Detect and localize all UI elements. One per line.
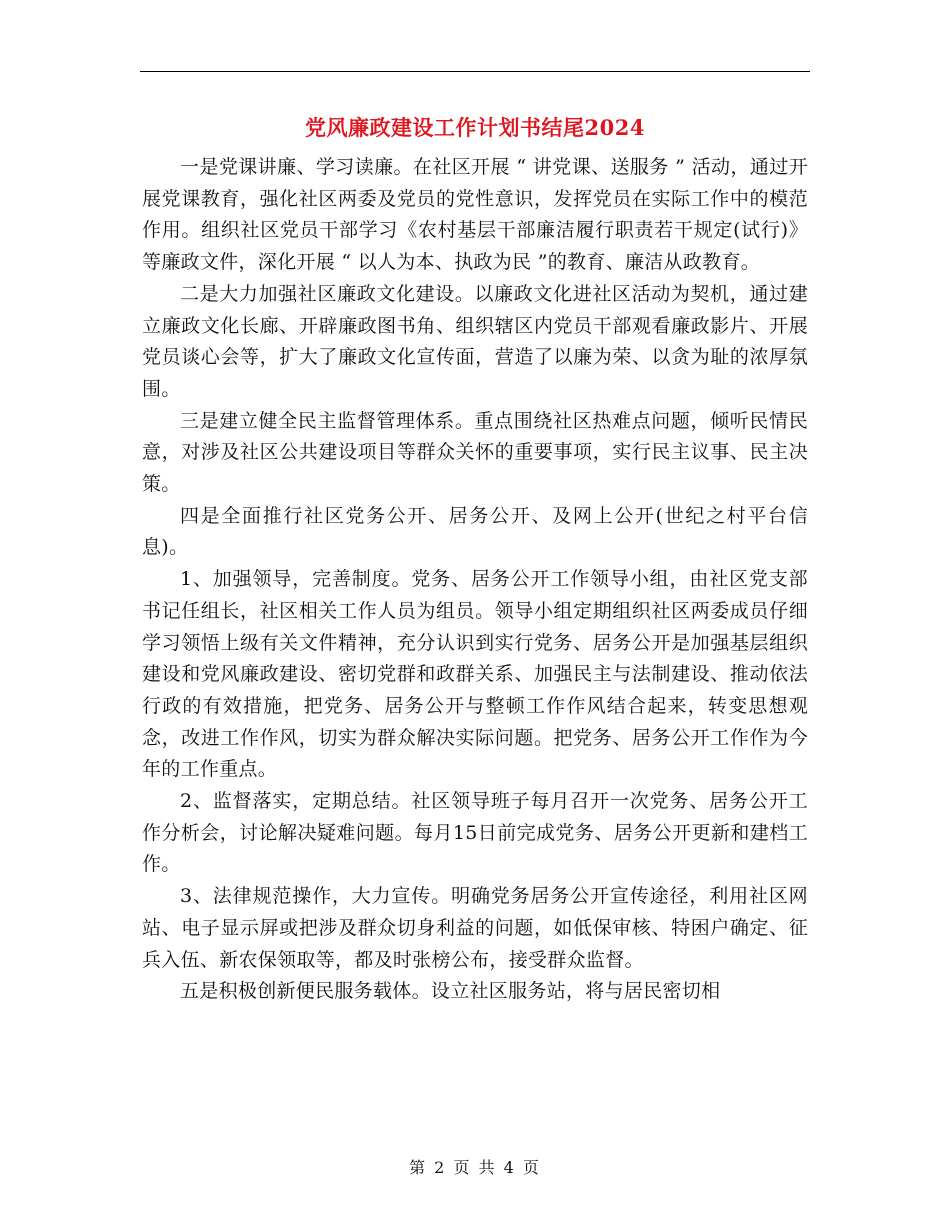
header-rule xyxy=(140,71,810,72)
paragraph-3: 三是建立健全民主监督管理体系。重点围绕社区热难点问题，倾听民情民意，对涉及社区公共建设项目等群众关怀的重要事项，实行民主议事、民主决策。 xyxy=(142,409,808,496)
paragraph-1: 一是党课讲廉、学习读廉。在社区开展 “ 讲党课、送服务 ” 活动，通过开展党课教育，强化社区两委及党员的党性意识，发挥党员在实际工作中的模范作用。组织社区党员干部学习《农村基层干部廉洁履行职责若干规定(试行)》等廉政文件，深化开展 “ 以人为本、执政为民 ”的教育、廉洁从政教育。 xyxy=(142,156,808,274)
paragraph-7: 3、法律规范操作，大力宣传。明确党务居务公开宣传途径，利用社区网站、电子显示屏或把涉及群众切身利益的问题，如低保审核、特困户确定、征兵入伍、新农保领取等，都及时张榜公布，接受群众监督。 xyxy=(142,885,808,971)
paragraph-6: 2、监督落实，定期总结。社区领导班子每月召开一次党务、居务公开工作分析会，讨论解决疑难问题。每月15日前完成党务、居务公开更新和建档工作。 xyxy=(142,790,808,876)
document-title: 党风廉政建设工作计划书结尾2024 xyxy=(305,115,645,140)
page-number-footer: 第 2 页 共 4 页 xyxy=(409,1158,541,1177)
document-body xyxy=(142,152,808,1008)
paragraph-4: 四是全面推行社区党务公开、居务公开、及网上公开(世纪之村平台信息)。 xyxy=(142,504,808,559)
paragraph-5: 1、加强领导，完善制度。党务、居务公开工作领导小组，由社区党支部书记任组长，社区相关工作人员为组员。领导小组定期组织社区两委成员仔细学习领悟上级有关文件精神，充分认识到实行党务、居务公开是加强基层组织建设和党风廉政建设、密切党群和政群关系、加强民主与法制建设、推动依法行政的有效措施，把党务、居务公开与整顿工作作风结合起来，转变思想观念，改进工作作风，切实为群众解决实际问题。把党务、居务公开工作作为今年的工作重点。 xyxy=(142,568,808,781)
paragraph-8: 五是积极创新便民服务载体。设立社区服务站，将与居民密切相 xyxy=(180,980,721,1003)
paragraph-2: 二是大力加强社区廉政文化建设。以廉政文化进社区活动为契机，通过建立廉政文化长廊、开辟廉政图书角、组织辖区内党员干部观看廉政影片、开展党员谈心会等，扩大了廉政文化宣传面，营造了以廉为荣、以贪为耻的浓厚氛围。 xyxy=(142,282,808,400)
